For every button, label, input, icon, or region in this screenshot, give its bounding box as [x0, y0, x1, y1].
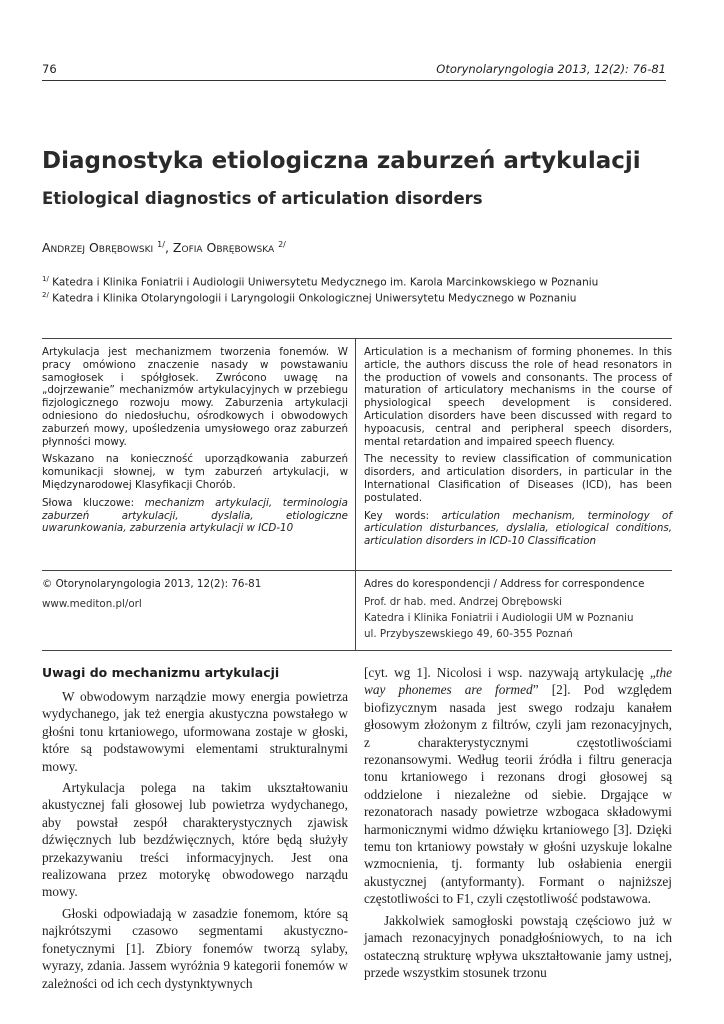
author-2-affiliation-mark: 2/: [278, 240, 286, 249]
abstract-en-paragraph-2: The necessity to review classification of communication disorders, and articulation disorders, in particular in the International Clasification of Diseases (ICD), has been postulated.: [364, 453, 672, 504]
page-number: 76: [42, 62, 57, 76]
abstract-top-rule: [42, 338, 672, 339]
body-column-left: [42, 688, 348, 996]
abstract-bottom-rule: [42, 570, 672, 571]
affiliation-2: [42, 291, 576, 305]
author-1-affiliation-mark: 1/: [157, 240, 165, 249]
info-column-divider: [355, 570, 356, 650]
author-2-name: Zofia Obrębowska: [172, 240, 275, 256]
body-paragraph: Jakkolwiek samogłoski powstają częściowo już w jamach rezonacyjnych ponadgłośniowych, to na ich ostateczną strukturę wpływa ukształtowanie jamy ustnej, przede wszystkim stosunek trzonu: [364, 912, 672, 980]
journal-reference: Otorynolaryngologia 2013, 12(2): 76-81: [436, 62, 666, 76]
body-italic-quote: the way phonemes are formed: [364, 665, 672, 698]
info-bottom-rule: [42, 650, 672, 651]
body-text-segment: [cyt. wg 1]. Nicolosi i wsp. nazywają artykulację „: [364, 665, 656, 680]
affiliation-1-text: Katedra i Klinika Foniatrii i Audiologii Uniwersytetu Medycznego im. Karola Marcinkowskiego w Poznaniu: [52, 276, 599, 289]
author-1-name: Andrzej Obrębowski: [42, 240, 154, 256]
correspondence-institution: Katedra i Klinika Foniatrii i Audiologii UM w Poznaniu: [364, 612, 634, 624]
body-paragraph: Głoski odpowiadają w zasadzie fonemom, które są najkrótszymi czasowo segmentami akustyczno-fonetycznymi [1]. Zbiory fonemów tworzą sylaby, wyrazy, zdania. Jassem wyróżnia 9 kategorii fonemów w zależności od ich cech dystynktywnych: [42, 905, 348, 991]
body-text-segment: ” [2]. Pod względem biofizycznym nasada jest swego rodzaju kanałem głosowym złożonym z filtrów, czyli jam rezonacyjnych, z charakterystycznymi częstotliwościami rezonansowymi. Według teorii źródła i filtru generacja tonu krtaniowego i rezonans drogi głosowej są oddzielone i niezależne od siebie. Drgające w rezonatorach nasady powietrze wzbogaca składowymi harmonicznymi widmo dźwięku krtaniowego [3]. Dzięki temu ton krtaniowy powstały w głośni uzyskuje lokalne wzmocnienia, tj. formanty lub osłabienia energii akustycznej (antyformanty). Formant o najniższej częstotliwości to F1, czyli częstotliwość podstawowa.: [364, 682, 672, 907]
abstract-pl-keywords: [42, 497, 348, 535]
affiliation-1: [42, 275, 598, 289]
affiliation-2-mark: 2/: [42, 291, 49, 299]
title-english: Etiological diagnostics of articulation disorders: [42, 189, 483, 208]
abstract-en-keywords: [364, 510, 672, 548]
correspondence-heading: Adres do korespondencji / Address for correspondence: [364, 578, 645, 590]
author-separator: ,: [164, 240, 169, 256]
abstract-polish: [42, 346, 348, 540]
body-paragraph: W obwodowym narządzie mowy energia powietrza wydychanego, jak też energia akustyczna powstałego w głośni tonu krtaniowego, uformowana zostaje w głoski, które są podstawowymi elementami strukturalnymi mowy.: [42, 689, 348, 774]
header-rule: [42, 80, 666, 81]
body-paragraph: Artykulacja polega na takim ukształtowaniu akustycznej fali głosowej lub powietrza wydychanego, aby powstał zespół charakterystycznych zjawisk dźwięcznych lub bezdźwięcznych, które będą służyły przekazywaniu treści informacyjnych. Jest ona realizowana przez motorykę obwodowego narządu mowy.: [42, 780, 348, 900]
affiliation-1-mark: 1/: [42, 275, 49, 283]
body-paragraph: [364, 664, 672, 908]
keywords-en-text: articulation mechanism, terminology of articulation disturbances, dyslalia, etiological conditions, articulation disorders in ICD-10 Classification: [364, 509, 672, 548]
authors-line: [42, 240, 286, 255]
copyright-notice: © Otorynolaryngologia 2013, 12(2): 76-81: [42, 578, 262, 590]
abstract-pl-paragraph-2: Wskazano na konieczność uporządkowania zaburzeń komunikacji słownej, w tym zaburzeń artykulacji, w Międzynarodowej Klasyfikacji Chorób.: [42, 453, 348, 491]
keywords-pl-text: mechanizm artykulacji, terminologia zaburzeń artykulacji, dyslalia, etiologiczne uwarunkowania, zaburzenia artykulacji w ICD-10: [42, 496, 348, 535]
abstract-en-paragraph-1: Articulation is a mechanism of forming phonemes. In this article, the authors discuss the role of head resonators in the production of vowels and consonants. The process of maturation of articulatory mechanisms in the course of physiological speech development is considered. Articulation disorders have been discussed with regard to hypoacusis, central and peripheral speech disorders, mental retardation and impaired speech fluency.: [364, 346, 672, 448]
body-column-right: [364, 664, 672, 985]
title-polish: Diagnostyka etiologiczna zaburzeń artykulacji: [42, 148, 641, 174]
abstract-english: [364, 346, 672, 553]
section-heading: Uwagi do mechanizmu artykulacji: [42, 665, 280, 680]
abstract-pl-paragraph-1: Artykulacja jest mechanizmem tworzenia fonemów. W pracy omówiono znaczenie nasady w powstawaniu samogłosek i spółgłosek. Zwrócono uwagę na „dojrzewanie” mechanizmów artykulacyjnych w przebiegu fizjologicznego rozwoju mowy. Zaburzenia artykulacji odniesiono do niedosłuchu, ośrodkowych i obwodowych zaburzeń mowy, upośledzenia umysłowego oraz zaburzeń płynności mowy.: [42, 346, 348, 448]
correspondence-address: ul. Przybyszewskiego 49, 60-355 Poznań: [364, 628, 573, 640]
abstract-column-divider: [355, 338, 356, 570]
affiliation-2-text: Katedra i Klinika Otolaryngologii i Laryngologii Onkologicznej Uniwersytetu Medycznego w Poznaniu: [52, 292, 577, 305]
keywords-en-label: Key words:: [364, 509, 430, 522]
keywords-pl-label: Słowa kluczowe:: [42, 496, 135, 509]
correspondence-name: Prof. dr hab. med. Andrzej Obrębowski: [364, 596, 563, 608]
journal-website-link[interactable]: www.mediton.pl/orl: [42, 598, 142, 610]
